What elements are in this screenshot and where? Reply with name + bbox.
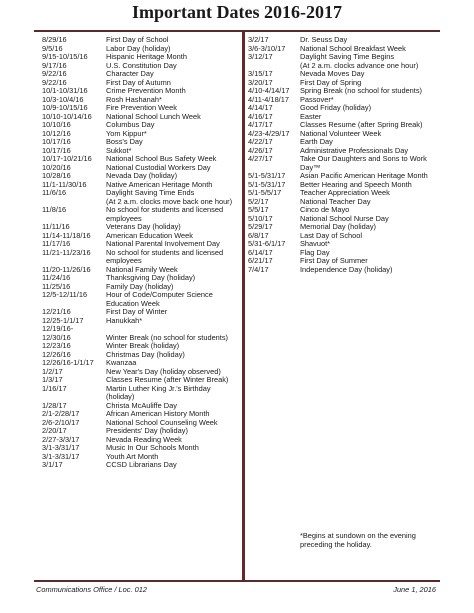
date-cell: 4/11-4/18/17 <box>248 94 289 104</box>
date-cell: 10/10/16 <box>42 120 71 129</box>
date-cell: 12/26/16 <box>42 349 71 359</box>
date-cell: 11/14-11/18/16 <box>42 230 91 240</box>
event-cell: National Custodial Workers Day <box>106 162 211 172</box>
date-cell: 10/28/16 <box>42 171 71 180</box>
event-cell: Daylight Saving Time Begins <box>300 52 395 61</box>
event-cell: Sukkot* <box>106 145 132 155</box>
date-cell: 1/3/17 <box>42 375 63 384</box>
event-cell: Yom Kippur* <box>106 128 147 138</box>
date-cell: 3/1/17 <box>42 460 63 469</box>
date-cell: 11/24/16 <box>42 273 71 282</box>
event-cell: Youth Art Month <box>106 451 159 461</box>
date-cell: 12/23/16 <box>42 341 71 350</box>
event-cell: Education Week <box>106 298 160 308</box>
date-cell: 12/26/16-1/1/17 <box>42 358 94 367</box>
date-cell: 5/1-5/5/17 <box>248 188 282 197</box>
date-cell: 9/5/16 <box>42 43 63 53</box>
date-row <box>248 155 438 172</box>
event-cell: First Day of Autumn <box>106 77 171 87</box>
date-cell: 11/8/16 <box>42 205 67 214</box>
date-row <box>248 104 438 113</box>
date-cell: 2/6-2/10/17 <box>42 417 80 427</box>
event-cell: CCSD Librarians Day <box>106 460 177 469</box>
event-cell: (At 2 a.m. clocks advance one hour) <box>300 60 419 70</box>
footnote: *Begins at sundown on the evening preceding the holiday. <box>300 531 416 549</box>
date-row <box>42 461 240 470</box>
event-cell: Administrative Professionals Day <box>300 145 409 155</box>
event-cell: National School Counseling Week <box>106 417 218 427</box>
date-cell: 9/17/16 <box>42 60 67 70</box>
date-cell: 11/20-11/26/16 <box>42 264 91 274</box>
date-cell: 11/17/16 <box>42 239 71 248</box>
date-cell: 8/29/16 <box>42 35 67 44</box>
date-cell: 9/22/16 <box>42 69 67 78</box>
event-cell: Winter Break (holiday) <box>106 341 180 350</box>
date-cell: 10/17-10/21/16 <box>42 154 92 163</box>
event-cell: employees <box>106 213 142 223</box>
event-cell: U.S. Constitution Day <box>106 60 177 70</box>
event-cell: Spring Break (no school for students) <box>300 86 423 95</box>
date-cell: 3/20/17 <box>248 77 273 87</box>
event-cell: Hanukkah* <box>106 315 143 325</box>
date-cell: 12/21/16 <box>42 307 71 316</box>
date-cell: 3/15/17 <box>248 69 273 78</box>
date-cell: 11/11/16 <box>42 222 70 231</box>
date-cell: 4/10-4/14/17 <box>248 86 290 95</box>
date-cell: 5/1-5/31/17 <box>248 171 286 180</box>
event-cell: Crime Prevention Month <box>106 86 186 95</box>
date-row <box>248 266 438 275</box>
bottom-rule <box>34 580 440 582</box>
date-cell: 11/1-11/30/16 <box>42 179 87 189</box>
date-cell: 1/2/17 <box>42 366 63 376</box>
event-cell: Good Friday (holiday) <box>300 103 372 112</box>
page-title: Important Dates 2016-2017 <box>132 2 342 22</box>
date-cell: 3/2/17 <box>248 35 269 44</box>
event-cell: Character Day <box>106 69 154 78</box>
event-cell: National School Nurse Day <box>300 213 389 223</box>
date-cell: 10/12/16 <box>42 128 71 138</box>
event-cell: Nevada Moves Day <box>300 69 365 78</box>
date-cell: 3/1-3/31/17 <box>42 443 80 452</box>
date-cell: 10/3-10/4/16 <box>42 94 84 104</box>
event-cell: Daylight Saving Time Ends <box>106 188 195 197</box>
event-cell: National Family Week <box>106 264 178 274</box>
right-date-column <box>248 36 438 274</box>
event-cell: No school for students and licensed <box>106 247 224 257</box>
date-cell: 10/17/16 <box>42 137 71 146</box>
date-row <box>42 138 240 147</box>
event-cell: Last Day of School <box>300 230 363 240</box>
top-rule <box>34 30 440 32</box>
date-cell: 5/10/17 <box>248 213 273 223</box>
date-cell: 6/14/17 <box>248 247 273 257</box>
date-cell: 6/8/17 <box>248 230 269 240</box>
event-cell: Kwanzaa <box>106 358 137 367</box>
date-cell: 5/2/17 <box>248 196 269 206</box>
date-cell: 11/21-11/23/16 <box>42 247 91 257</box>
event-cell: Take Our Daughters and Sons to Work Day™ <box>300 154 427 172</box>
event-cell: National School Lunch Week <box>106 111 201 121</box>
event-cell: (holiday) <box>106 392 135 401</box>
date-cell: 3/6-3/10/17 <box>248 43 286 53</box>
event-cell: Veterans Day (holiday) <box>106 222 181 231</box>
date-row <box>248 130 438 139</box>
date-cell: 12/30/16 <box>42 332 71 342</box>
event-cell: Boss's Day <box>106 137 143 146</box>
date-cell: 2/27-3/3/17 <box>42 434 80 444</box>
column-divider <box>242 32 245 580</box>
date-cell: 10/1-10/31/16 <box>42 86 88 95</box>
event-cell: Martin Luther King Jr.'s Birthday <box>106 383 211 393</box>
date-cell: 6/21/17 <box>248 256 273 265</box>
date-cell: 12/25-1/1/17 <box>42 315 84 325</box>
event-cell: Nevada Reading Week <box>106 434 182 444</box>
date-row <box>248 240 438 249</box>
date-cell: 4/27/17 <box>248 154 273 163</box>
date-cell: 4/26/17 <box>248 145 273 155</box>
footer-date: June 1, 2016 <box>393 585 436 594</box>
event-cell: Easter <box>300 111 322 121</box>
event-cell: African American History Month <box>106 409 210 418</box>
date-cell: 1/28/17 <box>42 400 67 410</box>
event-cell: Thanksgiving Day (holiday) <box>106 273 196 282</box>
date-cell: 11/25/16 <box>42 281 71 291</box>
event-cell: Classes Resume (after Spring Break) <box>300 120 423 129</box>
date-row <box>42 385 240 394</box>
event-cell: First Day of Summer <box>300 256 368 265</box>
date-cell: 7/4/17 <box>248 264 269 274</box>
event-cell: New Year's Day (holiday observed) <box>106 366 221 376</box>
date-cell: 10/10-10/14/16 <box>42 111 92 121</box>
date-cell: 10/17/16 <box>42 145 71 155</box>
event-cell: Family Day (holiday) <box>106 281 174 291</box>
event-cell: Columbus Day <box>106 120 155 129</box>
event-cell: Fire Prevention Week <box>106 103 177 112</box>
event-cell: National Teacher Day <box>300 196 371 206</box>
date-cell: 4/23-4/29/17 <box>248 128 290 138</box>
date-cell: 9/22/16 <box>42 77 67 87</box>
date-cell: 3/1-3/31/17 <box>42 451 80 461</box>
date-cell: 4/22/17 <box>248 137 273 146</box>
date-cell: 12/19/16- <box>42 324 74 333</box>
date-cell: 10/20/16 <box>42 162 71 172</box>
date-cell: 4/16/17 <box>248 111 273 121</box>
event-cell: (At 2 a.m. clocks move back one hour) <box>106 196 233 206</box>
event-cell: Passover* <box>300 94 334 104</box>
event-cell: Presidents' Day (holiday) <box>106 426 188 435</box>
date-cell: 12/5-12/11/16 <box>42 290 88 299</box>
event-cell: National School Bus Safety Week <box>106 154 217 163</box>
date-cell: 1/16/17 <box>42 383 67 393</box>
date-cell: 4/17/17 <box>248 120 273 129</box>
event-cell: Teacher Appreciation Week <box>300 188 390 197</box>
event-cell: Shavuot* <box>300 239 330 248</box>
event-cell: Flag Day <box>300 247 330 257</box>
event-cell: First Day of Spring <box>300 77 362 87</box>
event-cell: First Day of School <box>106 35 169 44</box>
event-cell: Christmas Day (holiday) <box>106 349 185 359</box>
event-cell: employees <box>106 256 142 265</box>
event-cell: Memorial Day (holiday) <box>300 222 376 231</box>
event-cell: Rosh Hashanah* <box>106 94 162 104</box>
event-cell: Asian Pacific American Heritage Month <box>300 171 428 180</box>
event-cell: Dr. Seuss Day <box>300 35 348 44</box>
event-cell: No school for students and licensed <box>106 205 224 214</box>
event-cell: Better Hearing and Speech Month <box>300 179 412 189</box>
event-cell: Christa McAuliffe Day <box>106 400 177 410</box>
footer-office: Communications Office / Loc. 012 <box>36 585 147 594</box>
date-cell: 5/29/17 <box>248 222 273 231</box>
event-cell: National School Breakfast Week <box>300 43 406 53</box>
event-cell: Music In Our Schools Month <box>106 443 199 452</box>
event-cell: Classes Resume (after Winter Break) <box>106 375 229 384</box>
event-cell: Nevada Day (holiday) <box>106 171 178 180</box>
event-cell: Earth Day <box>300 137 333 146</box>
date-cell: 5/5/17 <box>248 205 269 214</box>
date-cell: 5/31-6/1/17 <box>248 239 286 248</box>
event-cell: American Education Week <box>106 230 193 240</box>
date-cell: 3/12/17 <box>248 52 273 61</box>
event-cell: Hour of Code/Computer Science <box>106 290 213 299</box>
date-cell: 4/14/17 <box>248 103 273 112</box>
date-cell: 10/9-10/15/16 <box>42 103 88 112</box>
date-cell: 2/20/17 <box>42 426 67 435</box>
event-cell: Native American Heritage Month <box>106 179 213 189</box>
date-cell: 9/15-10/15/16 <box>42 52 88 61</box>
event-cell: Cinco de Mayo <box>300 205 350 214</box>
event-cell: Independence Day (holiday) <box>300 264 393 274</box>
left-date-column <box>42 36 240 470</box>
event-cell: First Day of Winter <box>106 307 168 316</box>
date-cell: 5/1-5/31/17 <box>248 179 286 189</box>
event-cell: National Parental Involvement Day <box>106 239 220 248</box>
event-cell: National Volunteer Week <box>300 128 382 138</box>
date-cell: 2/1-2/28/17 <box>42 409 80 418</box>
event-cell: Labor Day (holiday) <box>106 43 171 53</box>
event-cell: Winter Break (no school for students) <box>106 332 228 342</box>
event-cell: Hispanic Heritage Month <box>106 52 187 61</box>
date-cell: 11/6/16 <box>42 188 67 197</box>
